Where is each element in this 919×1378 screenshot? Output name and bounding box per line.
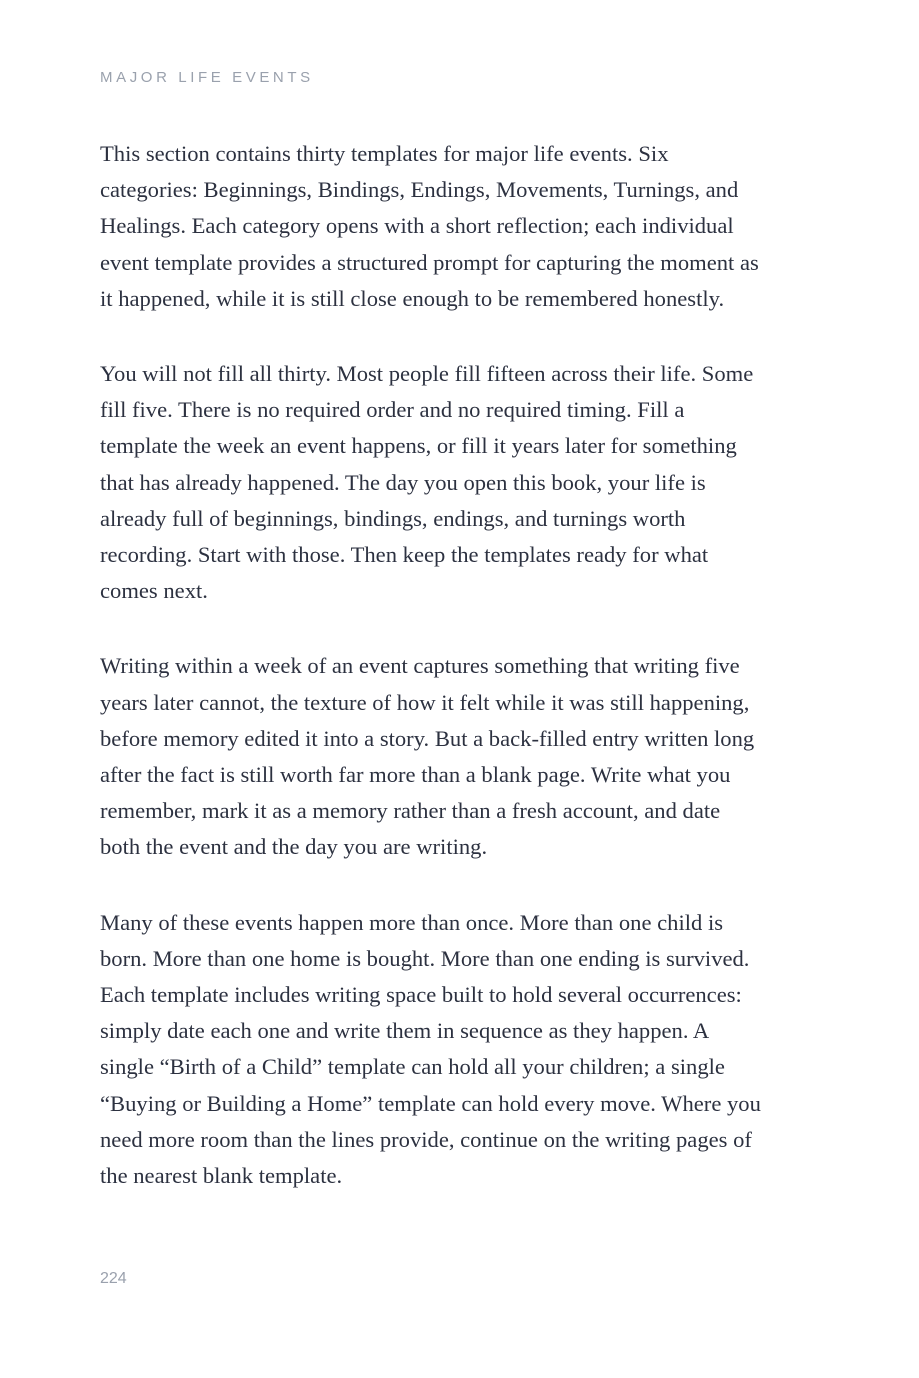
page-number: 224 — [100, 1270, 127, 1287]
paragraph — [100, 905, 800, 1195]
text-line: already full of beginnings, bindings, endings, and turnings worth — [100, 505, 686, 531]
text-line: that has already happened. The day you open this book, your life is — [100, 469, 706, 495]
text-line: need more room than the lines provide, continue on the writing pages of — [100, 1126, 752, 1152]
text-line: remember, mark it as a memory rather than a fresh account, and date — [100, 798, 721, 824]
paragraph — [100, 136, 800, 317]
text-line: years later cannot, the texture of how it felt while it was still happening, — [100, 689, 750, 715]
text-line: the nearest blank template. — [100, 1163, 343, 1189]
text-line: template the week an event happens, or fill it years later for something — [100, 433, 737, 459]
text-line: categories: Beginnings, Bindings, Endings, Movements, Turnings, and — [100, 177, 739, 203]
text-line: Many of these events happen more than once. More than one child is — [100, 909, 724, 935]
paragraph — [100, 356, 800, 609]
text-line: born. More than one home is bought. More than one ending is survived. — [100, 945, 750, 971]
text-line: it happened, while it is still close enough to be remembered honestly. — [100, 285, 725, 311]
text-line: both the event and the day you are writing. — [100, 834, 488, 860]
text-line: comes next. — [100, 578, 208, 604]
text-line: recording. Start with those. Then keep the templates ready for what — [100, 542, 709, 568]
text-line: simply date each one and write them in sequence as they happen. A — [100, 1018, 710, 1044]
text-line: after the fact is still worth far more than a blank page. Write what you — [100, 762, 731, 788]
text-line: single “Birth of a Child” template can hold all your children; a single — [100, 1054, 725, 1080]
text-line: “Buying or Building a Home” template can hold every move. Where you — [100, 1090, 761, 1116]
paragraph — [100, 648, 800, 865]
text-line: You will not fill all thirty. Most people fill fifteen across their life. Some — [100, 361, 754, 387]
text-line: fill five. There is no required order and no required timing. Fill a — [100, 397, 685, 423]
text-line: Each template includes writing space built to hold several occurrences: — [100, 982, 742, 1008]
text-line: Writing within a week of an event captures something that writing five — [100, 653, 740, 679]
text-line: Healings. Each category opens with a short reflection; each individual — [100, 213, 734, 239]
running-head: MAJOR LIFE EVENTS — [100, 69, 314, 86]
text-line: before memory edited it into a story. But a back-filled entry written long — [100, 725, 755, 751]
text-line: event template provides a structured prompt for capturing the moment as — [100, 249, 759, 275]
text-line: This section contains thirty templates for major life events. Six — [100, 141, 669, 166]
body-text — [100, 136, 800, 1233]
